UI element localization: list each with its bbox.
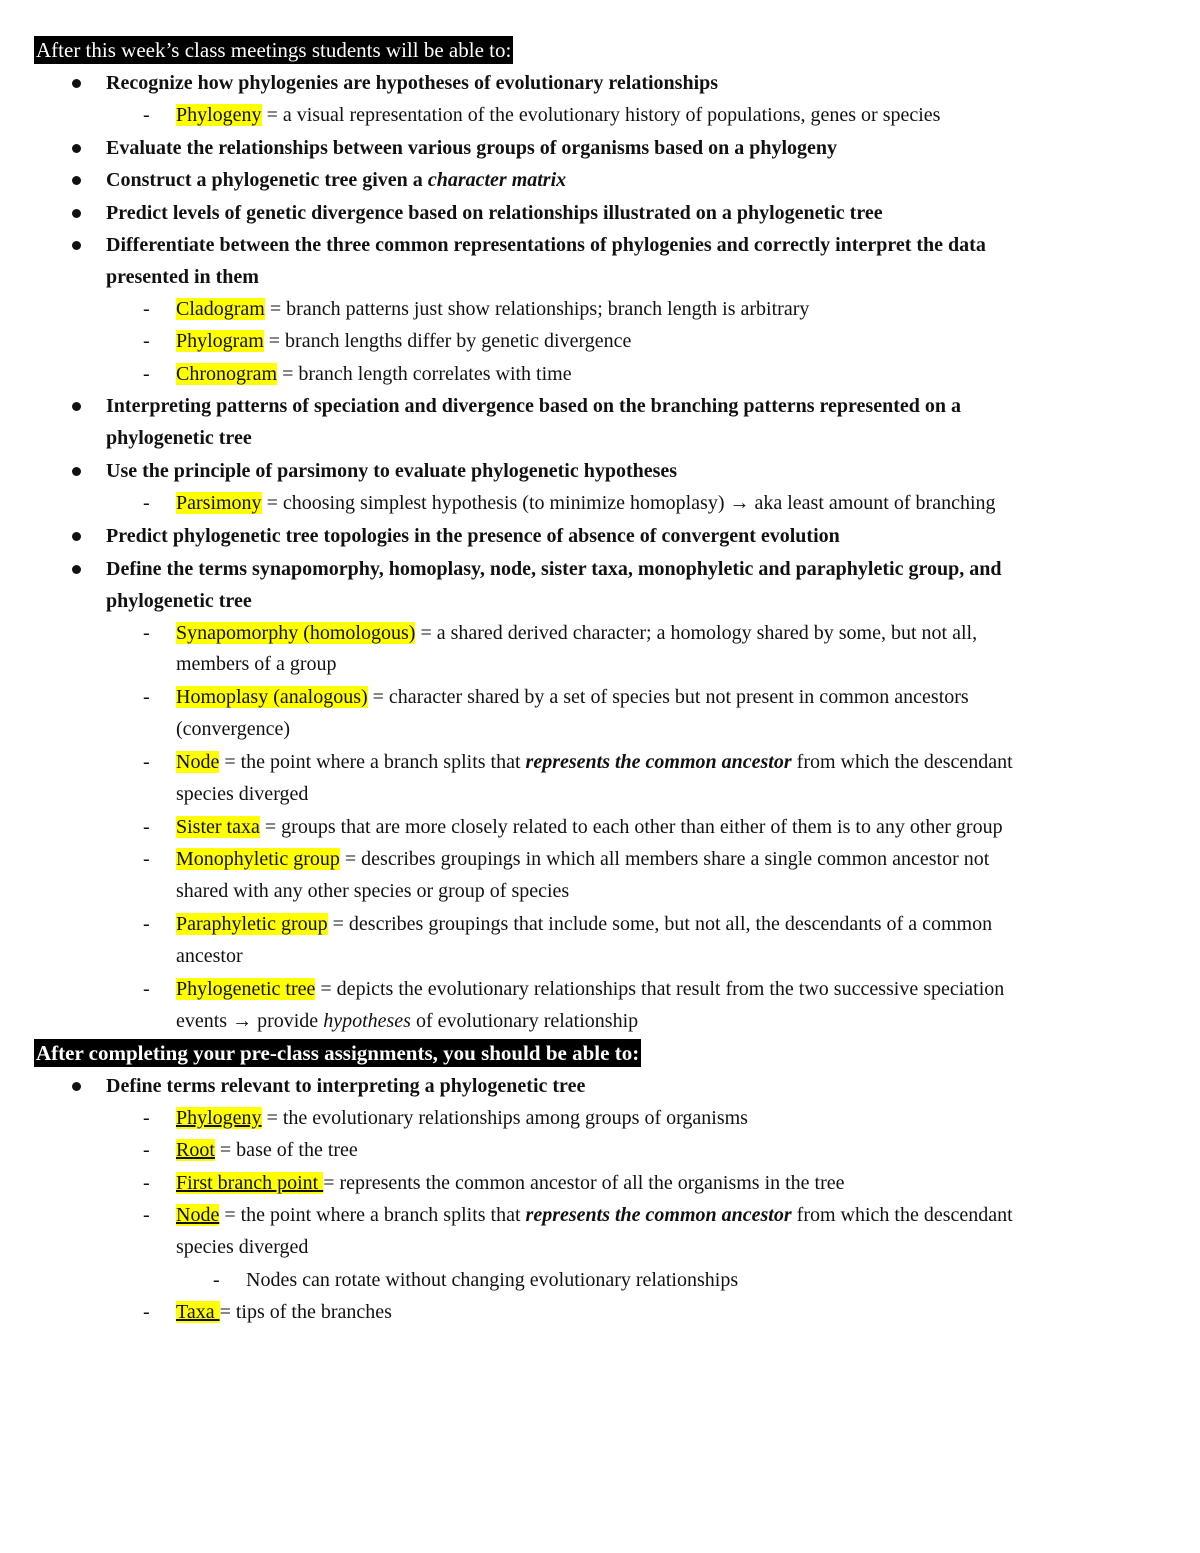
definition-text: = depicts the evolutionary relationships that result from the two successive speciation bbox=[315, 978, 1005, 1000]
term-node: Node bbox=[176, 1204, 220, 1226]
definition-emphasis: represents the common ancestor bbox=[525, 1204, 792, 1226]
definition-emphasis: hypotheses bbox=[323, 1010, 411, 1032]
term-cladogram: Cladogram bbox=[176, 298, 265, 320]
bullet-icon bbox=[72, 241, 81, 250]
definition-phylogenetic-tree bbox=[176, 973, 1176, 1005]
term-node: Node bbox=[176, 751, 220, 773]
definition-cladogram bbox=[176, 293, 1176, 325]
term-phylogenetic-tree: Phylogenetic tree bbox=[176, 978, 316, 1000]
bullet-icon bbox=[72, 402, 81, 411]
dash-icon: - bbox=[143, 913, 150, 935]
bullet-icon bbox=[72, 467, 81, 476]
objective-text: Construct a phylogenetic tree given a bbox=[106, 169, 428, 191]
definition-text: = branch length correlates with time bbox=[277, 363, 572, 385]
term-monophyletic: Monophyletic group bbox=[176, 848, 340, 870]
objective-emphasis: character matrix bbox=[427, 169, 567, 191]
objective-define-terms: Define the terms synapomorphy, homoplasy, node, sister taxa, monophyletic and paraphyletic group, and bbox=[106, 558, 1002, 580]
definition-phylogeny bbox=[176, 99, 1176, 131]
definition-text: from which the descendant bbox=[791, 1204, 1013, 1226]
dash-icon: - bbox=[143, 1172, 150, 1194]
definition-text: = groups that are more closely related to each other than either of them is to any other group bbox=[259, 816, 1003, 838]
definition-monophyletic-cont: shared with any other species or group of species bbox=[176, 880, 570, 902]
preclass-taxa bbox=[176, 1296, 1176, 1328]
bullet-icon bbox=[72, 532, 81, 541]
term-phylogeny: Phylogeny bbox=[176, 104, 262, 126]
definition-homoplasy-cont: (convergence) bbox=[176, 718, 291, 740]
dash-icon: - bbox=[143, 816, 150, 838]
objective-define-terms-cont: phylogenetic tree bbox=[106, 590, 252, 612]
term-synapomorphy: Synapomorphy (homologous) bbox=[176, 622, 416, 644]
dash-icon: - bbox=[143, 492, 150, 514]
term-taxa: Taxa bbox=[176, 1301, 220, 1323]
definition-text: = the point where a branch splits that bbox=[219, 751, 526, 773]
dash-icon: - bbox=[143, 330, 150, 352]
definition-emphasis: represents the common ancestor bbox=[525, 751, 792, 773]
section1-heading: After this week’s class meetings students will be able to: bbox=[36, 38, 512, 62]
objective-differentiate-cont: presented in them bbox=[106, 266, 259, 288]
definition-phylogram bbox=[176, 325, 1176, 357]
bullet-icon bbox=[72, 176, 81, 185]
definition-text: = the point where a branch splits that bbox=[219, 1204, 526, 1226]
definition-text: = branch lengths differ by genetic divergence bbox=[263, 330, 632, 352]
definition-text: = a visual representation of the evolutionary history of populations, genes or species bbox=[261, 104, 941, 126]
objective-interpreting-cont: phylogenetic tree bbox=[106, 427, 252, 449]
preclass-first-branch-point bbox=[176, 1167, 1176, 1199]
objective-predict-divergence: Predict levels of genetic divergence based on relationships illustrated on a phylogenetic tree bbox=[106, 202, 883, 224]
dash-icon: - bbox=[143, 104, 150, 126]
objective-interpreting: Interpreting patterns of speciation and divergence based on the branching patterns represented on a bbox=[106, 395, 961, 417]
objective-evaluate: Evaluate the relationships between various groups of organisms based on a phylogeny bbox=[106, 137, 838, 159]
objective-construct bbox=[106, 164, 1176, 196]
definition-synapomorphy bbox=[176, 617, 1176, 649]
term-paraphyletic: Paraphyletic group bbox=[176, 913, 328, 935]
definition-text: = tips of the branches bbox=[219, 1301, 392, 1323]
term-parsimony: Parsimony bbox=[176, 492, 262, 514]
term-homoplasy: Homoplasy (analogous) bbox=[176, 686, 368, 708]
definition-paraphyletic bbox=[176, 908, 1176, 940]
definition-text: events → provide bbox=[176, 1010, 324, 1032]
dash-icon: - bbox=[143, 298, 150, 320]
bullet-icon bbox=[72, 144, 81, 153]
term-phylogram: Phylogram bbox=[176, 330, 264, 352]
definition-monophyletic bbox=[176, 843, 1176, 875]
dash-icon: - bbox=[143, 1139, 150, 1161]
bullet-icon bbox=[72, 209, 81, 218]
preclass-node-rotation: Nodes can rotate without changing evolutionary relationships bbox=[246, 1269, 739, 1291]
objective-define-relevant: Define terms relevant to interpreting a phylogenetic tree bbox=[106, 1075, 586, 1097]
dash-icon: - bbox=[143, 363, 150, 385]
term-chronogram: Chronogram bbox=[176, 363, 278, 385]
objective-recognize: Recognize how phylogenies are hypotheses of evolutionary relationships bbox=[106, 72, 719, 94]
dash-icon: - bbox=[143, 1204, 150, 1226]
preclass-node-cont: species diverged bbox=[176, 1236, 309, 1258]
preclass-phylogeny bbox=[176, 1102, 1176, 1134]
definition-text: = base of the tree bbox=[214, 1139, 358, 1161]
definition-text: = character shared by a set of species but not present in common ancestors bbox=[367, 686, 969, 708]
definition-text: = choosing simplest hypothesis (to minimize homoplasy) → aka least amount of branching bbox=[261, 492, 996, 514]
objective-parsimony: Use the principle of parsimony to evaluate phylogenetic hypotheses bbox=[106, 460, 678, 482]
definition-text: = describes groupings in which all members share a single common ancestor not bbox=[339, 848, 990, 870]
definition-text: = the evolutionary relationships among groups of organisms bbox=[261, 1107, 748, 1129]
preclass-node bbox=[176, 1199, 1176, 1231]
definition-homoplasy bbox=[176, 681, 1176, 713]
dash-icon: - bbox=[143, 751, 150, 773]
dash-icon: - bbox=[143, 1107, 150, 1129]
term-phylogeny: Phylogeny bbox=[176, 1107, 262, 1129]
dash-icon: - bbox=[143, 978, 150, 1000]
definition-paraphyletic-cont: ancestor bbox=[176, 945, 243, 967]
dash-icon: - bbox=[213, 1269, 220, 1291]
definition-synapomorphy-cont: members of a group bbox=[176, 653, 337, 675]
definition-node bbox=[176, 746, 1176, 778]
preclass-root bbox=[176, 1134, 1176, 1166]
definition-text: from which the descendant bbox=[791, 751, 1013, 773]
objective-differentiate: Differentiate between the three common representations of phylogenies and correctly interpret the data bbox=[106, 234, 986, 256]
definition-text: = represents the common ancestor of all the organisms in the tree bbox=[323, 1172, 845, 1194]
bullet-icon bbox=[72, 565, 81, 574]
objective-topologies: Predict phylogenetic tree topologies in the presence of absence of convergent evolution bbox=[106, 525, 840, 547]
dash-icon: - bbox=[143, 686, 150, 708]
definition-text: = branch patterns just show relationships; branch length is arbitrary bbox=[264, 298, 810, 320]
term-sister-taxa: Sister taxa bbox=[176, 816, 260, 838]
dash-icon: - bbox=[143, 622, 150, 644]
definition-phylogenetic-tree-cont bbox=[176, 1005, 638, 1037]
definition-text: of evolutionary relationship bbox=[410, 1010, 639, 1032]
definition-chronogram bbox=[176, 358, 1176, 390]
definition-text: = describes groupings that include some, but not all, the descendants of a common bbox=[327, 913, 993, 935]
section2-heading: After completing your pre-class assignments, you should be able to: bbox=[36, 1041, 640, 1065]
bullet-icon bbox=[72, 1082, 81, 1091]
definition-node-cont: species diverged bbox=[176, 783, 309, 805]
dash-icon: - bbox=[143, 1301, 150, 1323]
definition-text: = a shared derived character; a homology shared by some, but not all, bbox=[415, 622, 978, 644]
bullet-icon bbox=[72, 79, 81, 88]
term-first-branch-point: First branch point bbox=[176, 1172, 324, 1194]
definition-sister-taxa bbox=[176, 811, 1176, 843]
dash-icon: - bbox=[143, 848, 150, 870]
term-root: Root bbox=[176, 1139, 215, 1161]
definition-parsimony bbox=[176, 487, 1176, 519]
